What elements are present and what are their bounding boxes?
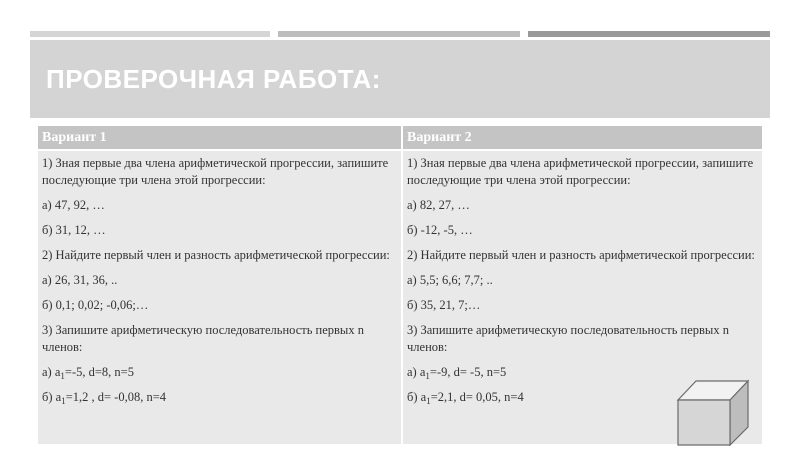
title-band	[30, 40, 770, 118]
decorative-bar-right	[528, 31, 770, 37]
variant-2-header: Вариант 2	[402, 126, 762, 150]
v2-task-3a: а) $a_1=-9$, d= -5, n=5	[407, 365, 507, 381]
v1-task-3: 3) Запишите арифметическую последовательность первых n членов:	[42, 323, 364, 354]
decorative-bar-middle	[278, 31, 520, 37]
table-header-row	[38, 126, 762, 150]
variant-1-header: Вариант 1	[38, 126, 402, 150]
v2-task-2a: а) 5,5; 6,6; 7,7; ..	[407, 273, 493, 287]
v1-task-1: 1) Зная первые два члена арифметической прогрессии, запишите последующие три члена этой прогрессии:	[42, 156, 389, 187]
variants-table	[38, 126, 762, 444]
v2-task-2b: б) 35, 21, 7;…	[407, 298, 481, 312]
page-title: ПРОВЕРОЧНАЯ РАБОТА:	[46, 64, 381, 94]
decorative-bar-left	[30, 31, 270, 37]
variant-1-cell	[38, 150, 402, 444]
v1-task-2a: а) 26, 31, 36, ..	[42, 273, 118, 287]
v1-task-3a: а) $a_1=-5$, d=8, n=5	[42, 365, 134, 381]
v1-task-1b: б) 31, 12, …	[42, 223, 106, 237]
v1-task-1a: а) 47, 92, …	[42, 198, 105, 212]
v2-task-1b: б) -12, -5, …	[407, 223, 473, 237]
v1-task-2: 2) Найдите первый член и разность арифметической прогрессии:	[42, 248, 390, 262]
v2-task-2: 2) Найдите первый член и разность арифметической прогрессии:	[407, 248, 755, 262]
table-row	[38, 150, 762, 444]
v1-task-3b: б) $a_1=1,2$ , d= -0,08, n=4	[42, 390, 167, 406]
v2-task-1a: а) 82, 27, …	[407, 198, 470, 212]
cube-icon	[676, 378, 750, 446]
v2-task-3: 3) Запишите арифметическую последовательность первых n членов:	[407, 323, 729, 354]
v2-task-3b: б) $a_1=2,1$, d= 0,05, n=4	[407, 390, 524, 406]
v1-task-2b: б) 0,1; 0,02; -0,06;…	[42, 298, 149, 312]
v2-task-1: 1) Зная первые два члена арифметической прогрессии, запишите последующие три члена этой прогрессии:	[407, 156, 754, 187]
